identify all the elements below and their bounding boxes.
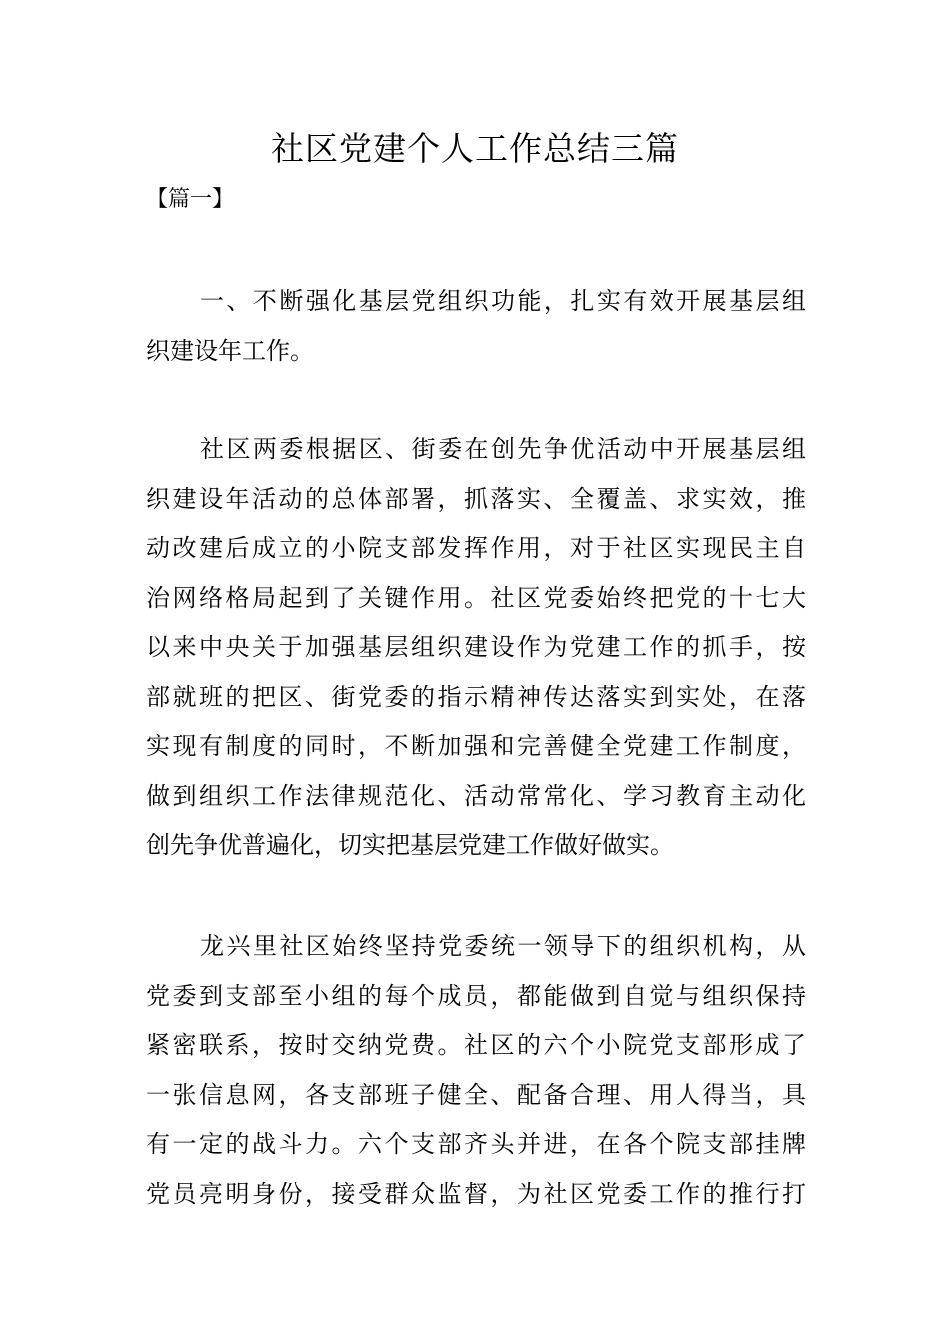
paragraph-line: 社区两委根据区、街委在创先争优活动中开展基层组 (200, 435, 806, 463)
paragraph-line: 一、不断强化基层党组织功能，扎实有效开展基层组 (200, 287, 806, 315)
paragraph-line: 紧密联系，按时交纳党费。社区的六个小院党支部形成了 (146, 1031, 806, 1059)
paragraph-line: 有一定的战斗力。六个支部齐头并进，在各个院支部挂牌 (146, 1130, 806, 1158)
paragraph-line: 龙兴里社区始终坚持党委统一领导下的组织机构，从 (200, 932, 806, 960)
document-title: 社区党建个人工作总结三篇 (271, 129, 679, 168)
paragraph-line: 动改建后成立的小院支部发挥作用，对于社区实现民主自 (146, 534, 806, 562)
paragraph-line: 实现有制度的同时，不断加强和完善健全党建工作制度， (146, 732, 806, 760)
paragraph-line: 一张信息网，各支部班子健全、配备合理、用人得当，具 (146, 1080, 806, 1109)
paragraph-3 (146, 922, 806, 1219)
paragraph-2 (146, 425, 806, 871)
paragraph-line: 以来中央关于加强基层组织建设作为党建工作的抓手，按 (146, 633, 806, 661)
paragraph-line: 织建设年活动的总体部署，抓落实、全覆盖、求实效，推 (146, 484, 806, 513)
paragraph-1 (146, 277, 806, 376)
paragraph-line: 部就班的把区、街党委的指示精神传达落实到实处，在落 (146, 682, 806, 711)
paragraph-line: 党委到支部至小组的每个成员，都能做到自觉与组织保持 (146, 981, 806, 1010)
paragraph-line: 党员亮明身份，接受群众监督，为社区党委工作的推行打 (146, 1179, 806, 1208)
paragraph-line: 创先争优普遍化，切实把基层党建工作做好做实。 (146, 831, 674, 859)
section-label: 【篇一】 (146, 187, 235, 212)
paragraph-line: 治网络格局起到了关键作用。社区党委始终把党的十七大 (146, 583, 806, 612)
paragraph-line: 织建设年工作。 (146, 336, 314, 365)
paragraph-line: 做到组织工作法律规范化、活动常常化、学习教育主动化 (146, 781, 806, 810)
